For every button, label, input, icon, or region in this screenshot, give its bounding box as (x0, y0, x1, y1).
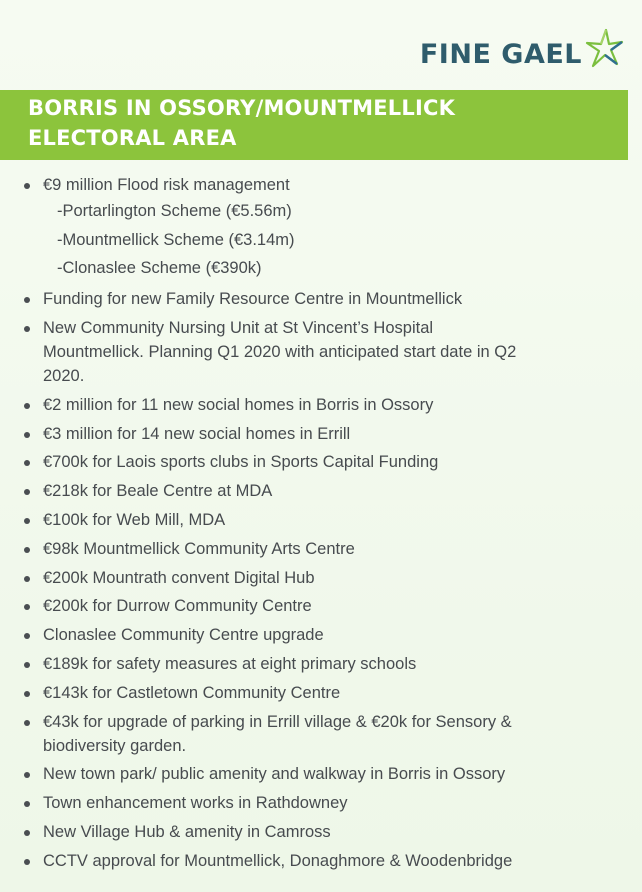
banner-title-line-1: BORRIS IN OSSORY/MOUNTMELLICK (28, 96, 456, 120)
list-item (18, 173, 618, 283)
bullet-icon (24, 326, 30, 332)
item-text-line: biodiversity garden. (43, 736, 187, 755)
bullet-icon (24, 691, 30, 697)
item-text: CCTV approval for Mountmellick, Donaghmore & Woodenbridge (43, 851, 513, 870)
list-item (18, 791, 618, 815)
list-item (18, 393, 618, 417)
item-text: €189k for safety measures at eight primary schools (43, 655, 417, 674)
sub-item: -Portarlington Scheme (€5.56m) (57, 202, 292, 220)
item-text: New Village Hub & amenity in Camross (43, 823, 331, 842)
bullet-icon (24, 604, 30, 610)
item-text: Clonaslee Community Centre upgrade (43, 626, 324, 645)
bullet-icon (24, 403, 30, 409)
sub-item: -Mountmellick Scheme (€3.14m) (57, 230, 295, 249)
list-item (18, 422, 618, 446)
bullet-icon (24, 801, 30, 807)
item-text: €3 million for 14 new social homes in Errill (43, 424, 351, 443)
list-item (18, 287, 618, 311)
item-text: €200k Mountrath convent Digital Hub (43, 568, 315, 587)
fine-gael-logo (420, 28, 624, 80)
list-item (18, 710, 618, 758)
list-item (18, 508, 618, 532)
list-item (18, 849, 618, 873)
bullet-icon (24, 297, 30, 303)
list-item (18, 820, 618, 844)
list-item (18, 681, 618, 705)
list-item (18, 450, 618, 474)
item-text: €700k for Laois sports clubs in Sports Capital Funding (43, 453, 439, 472)
list-item (18, 479, 618, 503)
bullet-icon (24, 859, 30, 865)
bullet-icon (24, 576, 30, 582)
item-text: €9 million Flood risk management (43, 176, 290, 194)
item-text: Town enhancement works in Rathdowney (43, 794, 348, 813)
item-text: €2 million for 11 new social homes in Borris in Ossory (43, 395, 434, 414)
list-item (18, 594, 618, 618)
bullet-icon (24, 518, 30, 524)
item-text-line: Mountmellick. Planning Q1 2020 with anticipated start date in Q2 (43, 343, 517, 362)
item-text: €218k for Beale Centre at MDA (43, 482, 273, 501)
bullet-icon (24, 633, 30, 639)
list-item (18, 566, 618, 590)
achievements-list (18, 173, 618, 878)
logo-text: FINE GAEL (419, 38, 582, 70)
item-text: Funding for new Family Resource Centre in Mountmellick (43, 290, 463, 309)
electoral-area-banner (0, 90, 628, 160)
list-item (18, 623, 618, 647)
bullet-icon (24, 489, 30, 495)
item-text-line: New Community Nursing Unit at St Vincent’s Hospital (43, 319, 434, 338)
banner-title-line-2: ELECTORAL AREA (28, 126, 237, 150)
bullet-icon (24, 183, 30, 189)
bullet-icon (24, 547, 30, 553)
item-text: €98k Mountmellick Community Arts Centre (43, 539, 355, 558)
item-text: €100k for Web Mill, MDA (43, 511, 226, 530)
bullet-icon (24, 830, 30, 836)
item-text: €200k for Durrow Community Centre (43, 597, 312, 616)
bullet-icon (24, 662, 30, 668)
list-item (18, 537, 618, 561)
item-text: €143k for Castletown Community Centre (43, 683, 341, 702)
list-item (18, 762, 618, 786)
list-item (18, 316, 618, 388)
sub-item: -Clonaslee Scheme (€390k) (57, 259, 262, 277)
item-text-line: €43k for upgrade of parking in Errill village & €20k for Sensory & (43, 712, 512, 731)
bullet-icon (24, 432, 30, 438)
item-text-line: 2020. (43, 367, 85, 386)
bullet-icon (24, 720, 30, 726)
star-icon (584, 26, 624, 70)
bullet-icon (24, 772, 30, 778)
bullet-icon (24, 460, 30, 466)
list-item (18, 652, 618, 676)
item-text: New town park/ public amenity and walkway in Borris in Ossory (43, 765, 506, 784)
